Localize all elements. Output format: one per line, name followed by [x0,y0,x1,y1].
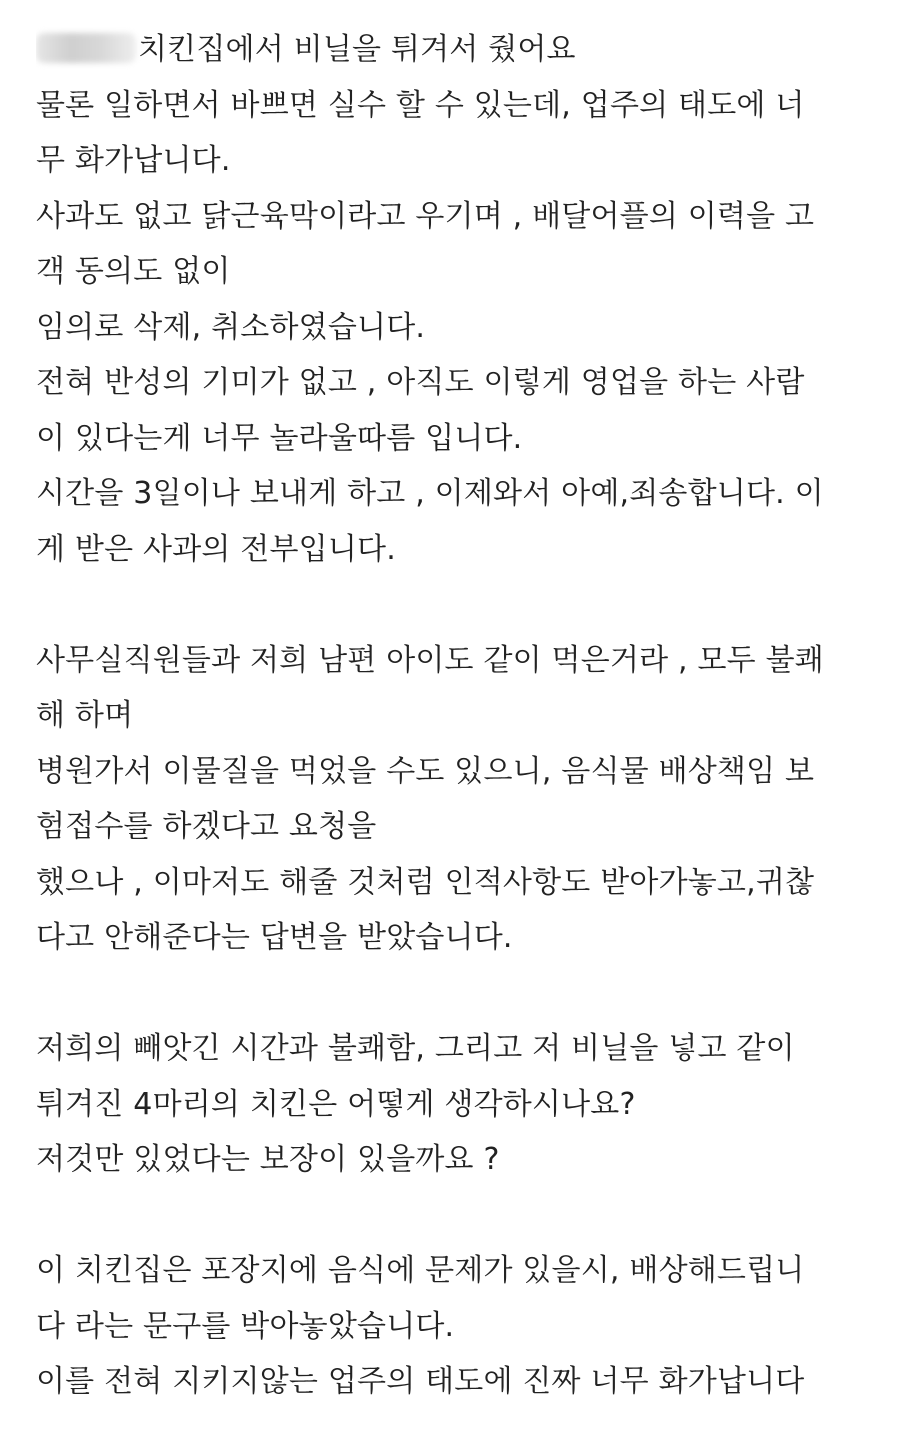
post-line: 이 치킨집은 포장지에 음식에 문제가 있을시, 배상해드립니 [36,1253,805,1288]
post-line: 다고 안해준다는 답변을 받았습니다. [36,920,513,955]
post-line: 무 화가납니다. [36,143,231,178]
post-line: 튀겨진 4마리의 치킨은 어떻게 생각하시나요? [36,1086,636,1122]
post-line: 게 받은 사과의 전부입니다. [36,531,396,567]
post-line: 험접수를 하겠다고 요청을 [36,809,377,844]
post-line: 다 라는 문구를 박아놓았습니다. [36,1308,455,1344]
redacted-author-name [36,33,136,63]
post-line [36,22,870,78]
paragraph-gap [36,1188,870,1244]
post-line-text: 치킨집에서 비닐을 튀겨서 줬어요 [138,32,576,67]
post-line: 객 동의도 없이 [36,254,231,289]
paragraph-gap [36,577,870,633]
post-line: 이 있다는게 너무 놀라울따름 입니다. [36,420,523,456]
paragraph-gap [36,966,870,1022]
post-line: 전혀 반성의 기미가 없고 , 아직도 이렇게 영업을 하는 사람 [36,365,805,400]
post-line: 이를 전혀 지키지않는 업주의 태도에 진짜 너무 화가납니다 [36,1364,805,1399]
post-line: 임의로 삭제, 취소하였습니다. [36,309,426,345]
post-line: 저것만 있었다는 보장이 있을까요 ? [36,1142,500,1177]
post-line: 해 하며 [36,698,134,733]
post-line: 사과도 없고 닭근육막이라고 우기며 , 배달어플의 이력을 고 [36,198,815,234]
post-line: 병원가서 이물질을 먹었을 수도 있으니, 음식물 배상책임 보 [36,753,815,789]
post-line: 물론 일하면서 바쁘면 실수 할 수 있는데, 업주의 태도에 너 [36,87,805,123]
post-line: 저희의 빼앗긴 시간과 불쾌함, 그리고 저 비닐을 넣고 같이 [36,1031,795,1066]
post-line: 시간을 3일이나 보내게 하고 , 이제와서 아예,죄송합니다. 이 [36,476,824,511]
post-line: 했으나 , 이마저도 해줄 것처럼 인적사항도 받아가놓고,귀찮 [36,864,815,900]
post-line: 사무실직원들과 저희 남편 아이도 같이 먹은거라 , 모두 불쾌 [36,642,824,678]
